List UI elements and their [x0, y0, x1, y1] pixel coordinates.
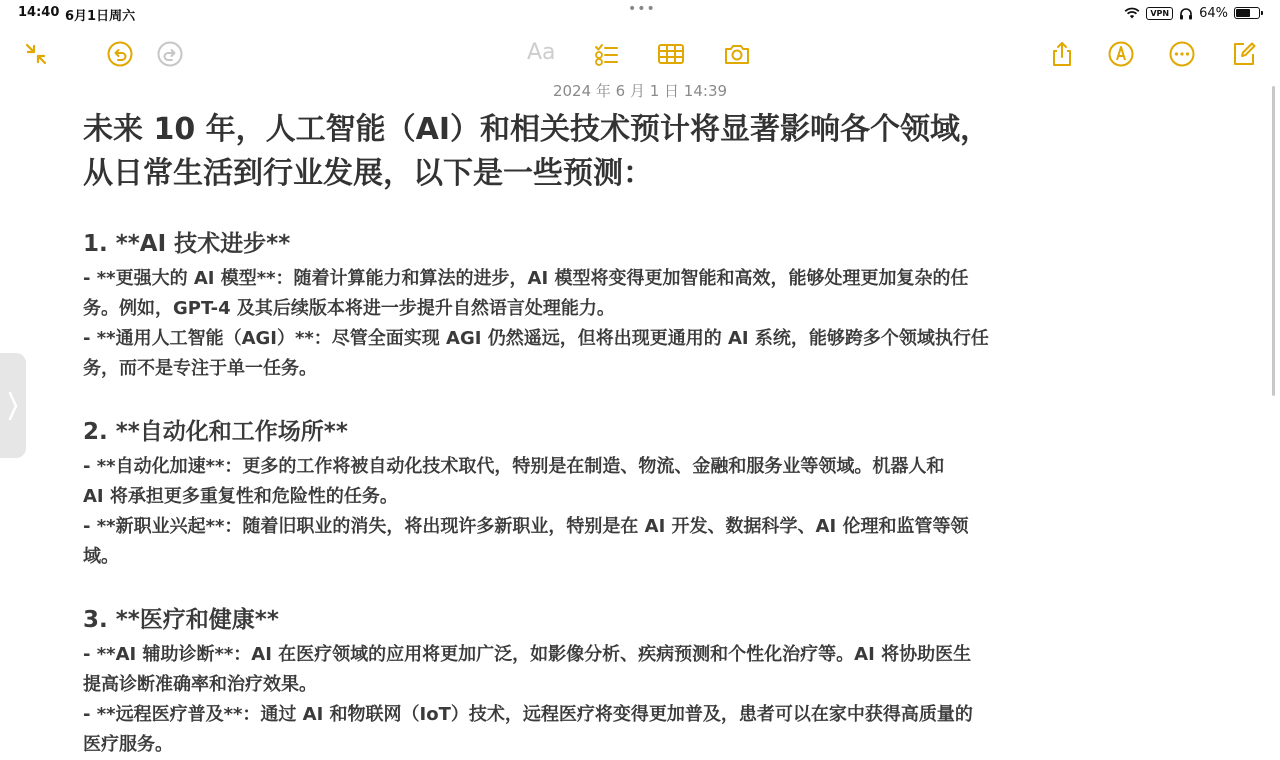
text-line: 提高诊断准确率和治疗效果。 — [83, 674, 317, 695]
status-date: 6月1日周六 — [65, 9, 136, 24]
camera-button[interactable] — [720, 37, 754, 71]
text-line: 医疗服务。 — [83, 734, 173, 755]
note-date: 2024 年 6 月 1 日 14:39 — [552, 82, 728, 100]
text-line: - **自动化加速**：更多的工作将被自动化技术取代，特别是在制造、物流、金融和服务业等领域。机器人和 — [83, 456, 945, 477]
section-body — [83, 640, 1053, 760]
section-body — [83, 452, 1053, 572]
section-body — [83, 264, 1053, 384]
section-automation — [83, 412, 1053, 572]
text-line: - **远程医疗普及**：通过 AI 和物联网（IoT）技术，远程医疗将变得更加普及，患者可以在家中获得高质量的 — [83, 704, 973, 725]
section-ai-progress — [83, 224, 1053, 384]
checklist-button[interactable] — [589, 37, 623, 71]
note-title-line: 从日常生活到行业发展，以下是一些预测： — [83, 156, 653, 191]
headphones-icon — [1179, 7, 1193, 20]
table-icon — [657, 40, 685, 68]
note-title — [83, 108, 1053, 196]
text-line: 务，而不是专注于单一任务。 — [83, 358, 317, 379]
camera-icon — [723, 40, 751, 68]
status-bar — [0, 0, 1280, 26]
battery-icon — [1234, 7, 1260, 19]
text-line: - **新职业兴起**：随着旧职业的消失，将出现许多新职业，特别是在 AI 开发、数据科学、AI 伦理和监管等领 — [83, 516, 969, 537]
section-heading: 1. **AI 技术进步** — [83, 231, 291, 257]
more-button[interactable] — [1165, 37, 1199, 71]
ellipsis-icon — [1168, 40, 1196, 68]
chevron-right-icon — [7, 391, 19, 421]
text-line: - **AI 辅助诊断**：AI 在医疗领域的应用将更加广泛，如影像分析、疾病预测和个性化治疗等。AI 将协助医生 — [83, 644, 972, 665]
new-note-button[interactable] — [1227, 37, 1261, 71]
undo-icon — [106, 40, 134, 68]
undo-button[interactable] — [103, 37, 137, 71]
redo-button[interactable] — [153, 37, 187, 71]
vpn-badge: VPN — [1146, 7, 1173, 20]
share-icon — [1048, 40, 1076, 68]
section-heading: 2. **自动化和工作场所** — [83, 419, 348, 445]
note-body[interactable] — [83, 108, 1053, 760]
checklist-icon — [592, 40, 620, 68]
multitasking-dots[interactable]: ••• — [628, 1, 656, 17]
share-button[interactable] — [1045, 37, 1079, 71]
text-line: 域。 — [83, 546, 119, 567]
text-line: - **通用人工智能（AGI）**：尽管全面实现 AGI 仍然遥远，但将出现更通用的 AI 系统，能够跨多个领域执行任 — [83, 328, 989, 349]
text-format-button[interactable]: Aa — [527, 40, 556, 65]
markup-button[interactable] — [1104, 37, 1138, 71]
battery-fill — [1236, 9, 1250, 17]
collapse-arrows-icon — [22, 40, 50, 68]
text-line: - **更强大的 AI 模型**：随着计算能力和算法的进步，AI 模型将变得更加智能和高效，能够处理更加复杂的任 — [83, 268, 969, 289]
section-healthcare — [83, 600, 1053, 760]
text-line: AI 将承担更多重复性和危险性的任务。 — [83, 486, 398, 507]
battery-percentage: 64% — [1199, 5, 1228, 21]
sidebar-handle[interactable] — [0, 353, 26, 458]
status-time: 14:40 — [18, 5, 60, 20]
redo-icon — [156, 40, 184, 68]
section-heading: 3. **医疗和健康** — [83, 607, 279, 633]
collapse-button[interactable] — [19, 37, 53, 71]
status-indicators — [1124, 4, 1260, 22]
wifi-icon — [1124, 7, 1140, 19]
compose-icon — [1230, 40, 1258, 68]
pen-markup-icon — [1107, 40, 1135, 68]
text-line: 务。例如，GPT-4 及其后续版本将进一步提升自然语言处理能力。 — [83, 298, 615, 319]
table-button[interactable] — [654, 37, 688, 71]
scroll-indicator[interactable] — [1272, 86, 1275, 396]
note-title-line: 未来 10 年，人工智能（AI）和相关技术预计将显著影响各个领域， — [83, 112, 991, 147]
